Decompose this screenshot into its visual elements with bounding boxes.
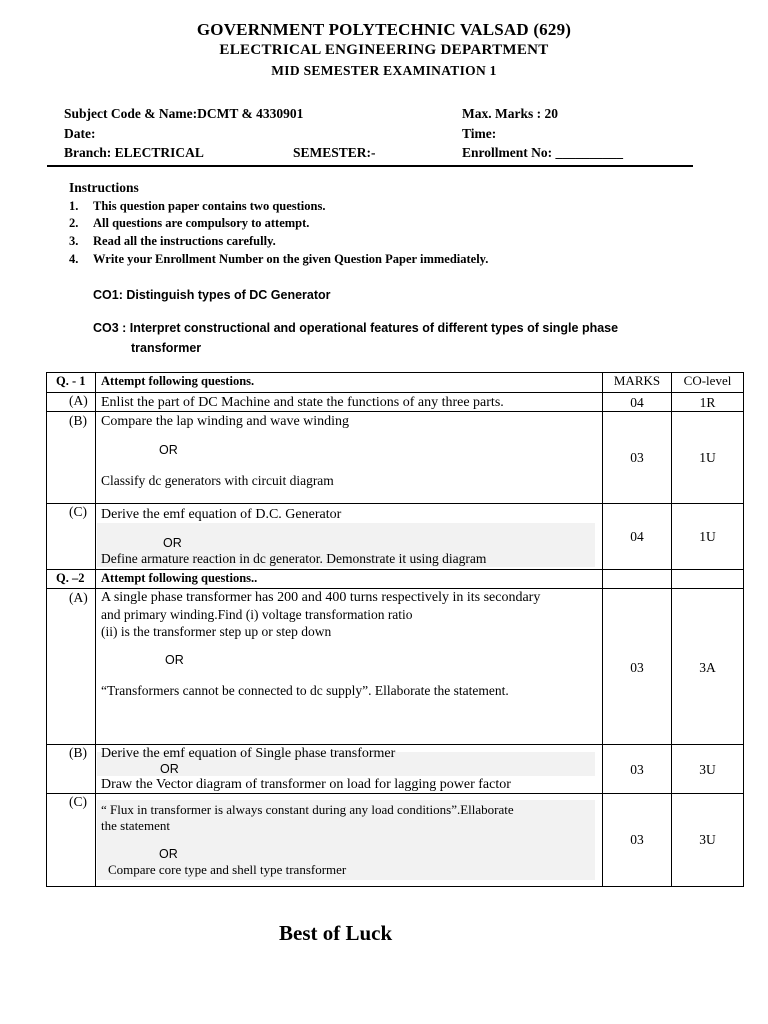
- question-text: the statement: [101, 818, 170, 833]
- subject-field: Subject Code & Name:DCMT & 4330901: [64, 106, 304, 121]
- sub-question-label: (A): [69, 590, 88, 605]
- marks-value: 03: [630, 450, 644, 465]
- instruction-item-text: Write your Enrollment Number on the given Question Paper immediately.: [93, 252, 489, 266]
- course-outcome-co1: CO1: Distinguish types of DC Generator: [93, 288, 331, 302]
- or-separator: OR: [165, 653, 184, 667]
- date-field: Date:: [64, 126, 96, 141]
- q1-title: Attempt following questions.: [101, 374, 255, 388]
- sub-question-label: (C): [69, 794, 87, 809]
- co-level-value: 3A: [699, 660, 716, 675]
- question-text: and primary winding.Find (i) voltage transformation ratio: [101, 607, 413, 622]
- sub-question-label: (B): [69, 745, 87, 760]
- marks-value: 04: [630, 529, 644, 544]
- exam-title: MID SEMESTER EXAMINATION 1: [271, 63, 497, 78]
- semester-field: SEMESTER:-: [293, 145, 376, 160]
- question-text: Classify dc generators with circuit diagram: [101, 473, 334, 488]
- course-outcome-co3: CO3 : Interpret constructional and operational features of different types of single phase: [93, 321, 619, 335]
- instruction-item-number: 4.: [69, 252, 79, 266]
- header-divider: [47, 165, 693, 167]
- marks-value: 03: [630, 660, 644, 675]
- sub-question-label: (A): [69, 393, 88, 408]
- q2-label: Q. –2: [56, 571, 85, 585]
- department-title: ELECTRICAL ENGINEERING DEPARTMENT: [219, 42, 549, 58]
- instruction-item-number: 1.: [69, 199, 79, 213]
- q1-label: Q. - 1: [56, 374, 86, 388]
- co-level-value: 3U: [699, 762, 716, 777]
- time-field: Time:: [462, 126, 497, 141]
- co-level-value: 1U: [699, 450, 716, 465]
- instruction-item-number: 2.: [69, 216, 79, 230]
- institute-title: GOVERNMENT POLYTECHNIC VALSAD (629): [196, 20, 572, 39]
- or-separator: OR: [163, 536, 182, 550]
- question-text: (ii) is the transformer step up or step down: [101, 624, 332, 639]
- co-level-value: 3U: [699, 832, 716, 847]
- sub-question-label: (B): [69, 413, 87, 428]
- question-text: Draw the Vector diagram of transformer on load for lagging power factor: [101, 777, 511, 792]
- marks-header: MARKS: [613, 373, 661, 388]
- instruction-item-text: Read all the instructions carefully.: [93, 234, 276, 248]
- course-outcome-co3-continued: transformer: [131, 341, 202, 355]
- instruction-item-text: This question paper contains two questions.: [93, 199, 326, 213]
- instruction-item-number: 3.: [69, 234, 79, 248]
- max-marks-field: Max. Marks : 20: [462, 106, 558, 121]
- best-of-luck: Best of Luck: [279, 921, 393, 945]
- question-text: Compare core type and shell type transformer: [108, 862, 347, 877]
- or-separator: OR: [159, 847, 178, 861]
- question-text: Derive the emf equation of D.C. Generator: [101, 507, 342, 522]
- marks-value: 03: [630, 832, 644, 847]
- instruction-item-text: All questions are compulsory to attempt.: [93, 216, 310, 230]
- marks-value: 04: [630, 395, 644, 410]
- question-text: Enlist the part of DC Machine and state the functions of any three parts.: [101, 395, 504, 410]
- co-level-value: 1U: [699, 529, 716, 544]
- q2-title: Attempt following questions..: [101, 571, 258, 585]
- or-separator: OR: [159, 443, 178, 457]
- branch-field: Branch: ELECTRICAL: [64, 145, 204, 160]
- question-text: “ Flux in transformer is always constant during any load conditions”.Ellaborate: [101, 802, 514, 817]
- or-separator: OR: [160, 762, 179, 776]
- co-level-value: 1R: [699, 395, 716, 410]
- question-text: Compare the lap winding and wave winding: [101, 414, 350, 429]
- instructions-title: Instructions: [69, 180, 139, 195]
- question-text: Derive the emf equation of Single phase transformer: [101, 746, 396, 761]
- sub-question-label: (C): [69, 504, 87, 519]
- question-text: “Transformers cannot be connected to dc supply”. Ellaborate the statement.: [101, 683, 509, 698]
- question-text: Define armature reaction in dc generator. Demonstrate it using diagram: [101, 551, 487, 566]
- marks-value: 03: [630, 762, 644, 777]
- question-text: A single phase transformer has 200 and 400 turns respectively in its secondary: [101, 590, 541, 605]
- enrollment-field: Enrollment No: __________: [462, 145, 623, 160]
- co-level-header: CO-level: [683, 373, 732, 388]
